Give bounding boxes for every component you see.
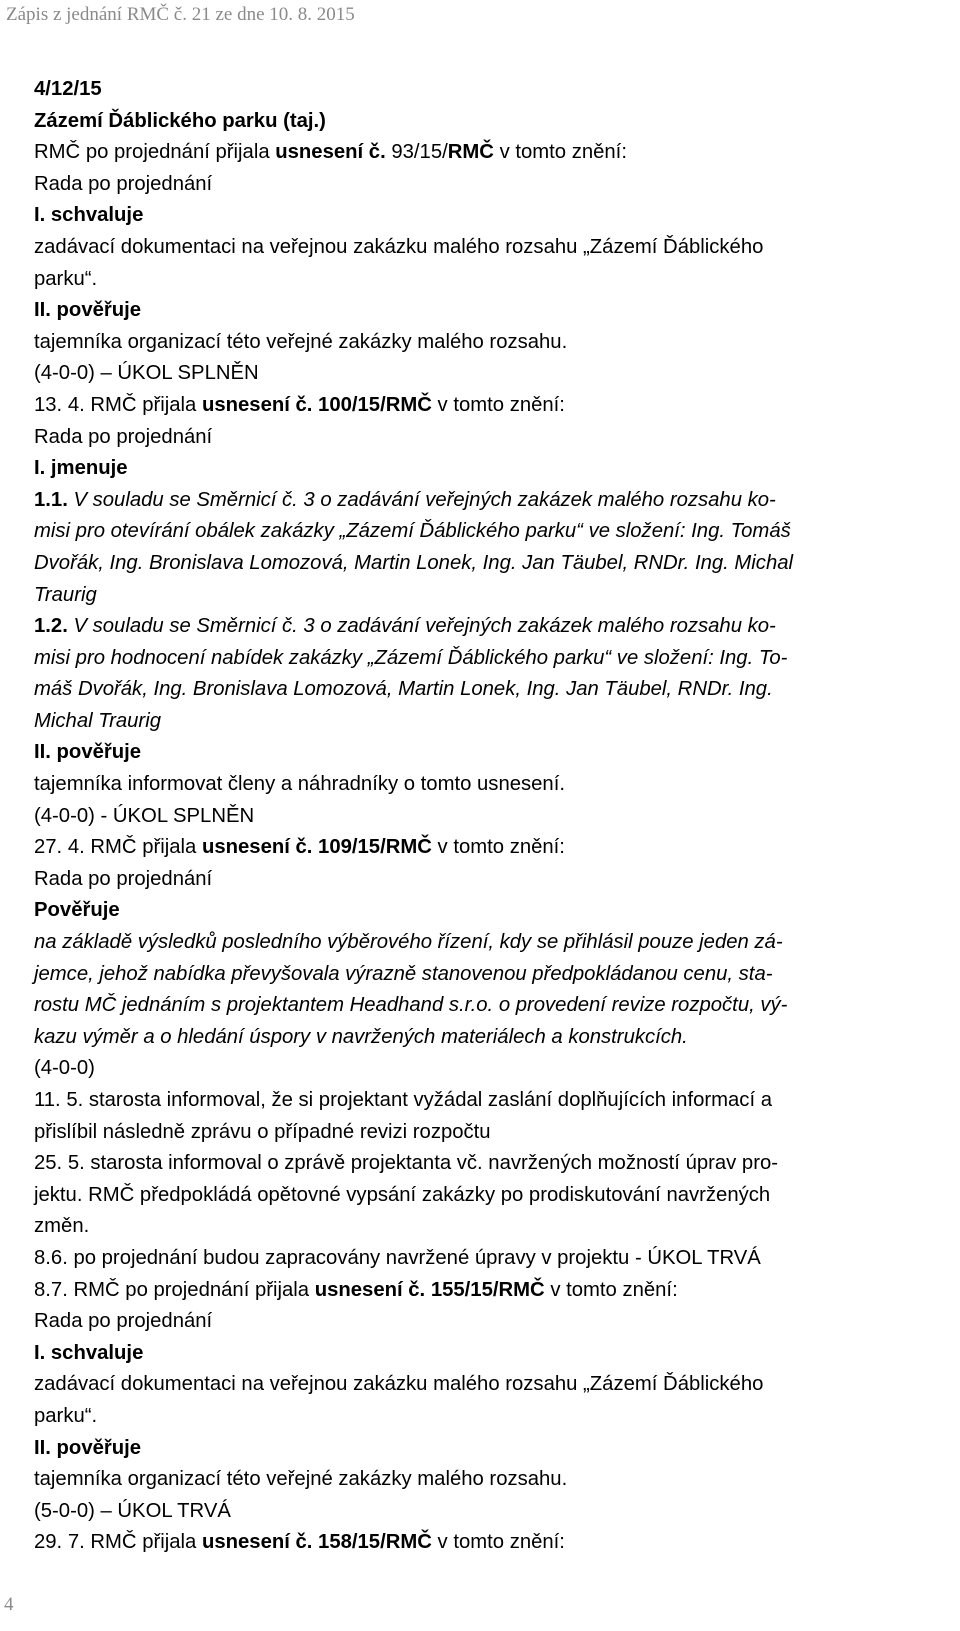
text-segment: 155/15/	[425, 1278, 499, 1301]
text-line	[34, 1369, 934, 1401]
text-segment: v tomto znění:	[431, 1531, 565, 1554]
text-segment: II. pověřuje	[34, 741, 142, 764]
text-segment: misi pro otevírání obálek zakázky „Zázemí Ďáblického parku“ ve složení: Ing. Tomáš	[34, 520, 791, 543]
text-segment: parku“.	[34, 267, 98, 290]
text-line	[34, 737, 934, 769]
text-segment: rostu MČ jednáním s projektantem Headhand s.r.o. o provedení revize rozpočtu, vý-	[34, 994, 788, 1017]
text-segment: v tomto znění:	[544, 1278, 678, 1301]
document-body	[34, 74, 934, 1559]
text-line	[34, 137, 934, 169]
text-line	[34, 832, 934, 864]
text-segment: usnesení č.	[201, 1531, 313, 1554]
text-segment: v tomto znění:	[493, 141, 627, 164]
text-segment: RMČ	[385, 836, 432, 859]
text-segment: Traurig	[34, 583, 97, 606]
text-line	[34, 1464, 934, 1496]
text-line	[34, 1306, 934, 1338]
text-line	[34, 706, 934, 738]
text-line	[34, 801, 934, 833]
text-line	[34, 674, 934, 706]
text-segment: RMČ po projednání přijala	[34, 141, 276, 164]
text-line	[34, 895, 934, 927]
text-segment: 8.7. RMČ po projednání přijala	[34, 1278, 315, 1301]
text-segment: RMČ	[385, 1531, 432, 1554]
text-segment: máš Dvořák, Ing. Bronislava Lomozová, Martin Lonek, Ing. Jan Täubel, RNDr. Ing.	[34, 678, 773, 701]
text-line	[34, 1496, 934, 1528]
text-line	[34, 1401, 934, 1433]
text-segment: 11. 5. starosta informoval, že si projektant vyžádal zaslání doplňujících informací a	[34, 1089, 772, 1111]
text-line	[34, 485, 934, 517]
text-segment: 27. 4. RMČ přijala	[34, 836, 202, 859]
text-line	[34, 1022, 934, 1054]
text-segment: Dvořák, Ing. Bronislava Lomozová, Martin Lonek, Ing. Jan Täubel, RNDr. Ing. Michal	[34, 551, 794, 574]
text-segment: parku“.	[34, 1404, 98, 1427]
text-segment: usnesení č.	[201, 393, 313, 416]
text-line	[34, 390, 934, 422]
text-segment: RMČ	[385, 393, 432, 416]
text-segment: I. schvaluje	[34, 1341, 144, 1364]
text-segment: 1.1.	[34, 488, 68, 511]
text-line	[34, 295, 934, 327]
text-segment: II. pověřuje	[34, 299, 142, 322]
text-segment: kazu výměr a o hledání úspory v navržených materiálech a konstrukcích.	[34, 1025, 688, 1048]
text-segment: (4-0-0) – ÚKOL SPLNĚN	[34, 362, 259, 385]
text-line	[34, 358, 934, 390]
text-segment: RMČ	[447, 141, 494, 164]
text-segment: II. pověřuje	[34, 1436, 142, 1459]
text-line	[34, 232, 934, 264]
text-line	[34, 422, 934, 454]
text-segment: usnesení č.	[201, 836, 313, 859]
text-line	[34, 1211, 934, 1243]
text-segment: Rada po projednání	[34, 425, 213, 448]
text-line	[34, 611, 934, 643]
text-segment: Pověřuje	[34, 899, 120, 922]
text-line	[34, 548, 934, 580]
text-line	[34, 580, 934, 612]
text-line	[34, 1338, 934, 1370]
text-line	[34, 864, 934, 896]
text-line	[34, 927, 934, 959]
text-segment: 29. 7. RMČ přijala	[34, 1531, 202, 1554]
text-segment: I. schvaluje	[34, 204, 144, 227]
text-segment: 8.6. po projednání budou zapracovány navržené úpravy v projektu - ÚKOL TRVÁ	[34, 1246, 761, 1269]
text-segment: v tomto znění:	[431, 393, 565, 416]
text-segment: 25. 5. starosta informoval o zprávě projektanta vč. navržených možností úprav pro-	[34, 1152, 778, 1175]
text-segment: Rada po projednání	[34, 1310, 213, 1333]
text-segment: na základě výsledků posledního výběrového řízení, kdy se přihlásil pouze jeden zá-	[34, 931, 783, 954]
text-segment: usnesení č.	[314, 1278, 426, 1301]
text-segment: jektu. RMČ předpokládá opětovné vypsání zakázky po prodiskutování navržených	[34, 1183, 771, 1206]
text-segment: V souladu se Směrnicí č. 3 o zadávání veřejných zakázek malého rozsahu ko-	[67, 488, 776, 511]
text-segment: změn.	[34, 1215, 90, 1238]
text-segment: I. jmenuje	[34, 457, 128, 480]
text-segment: 100/15/	[312, 393, 386, 416]
text-segment: V souladu se Směrnicí č. 3 o zadávání veřejných zakázek malého rozsahu ko-	[67, 615, 776, 638]
text-line	[34, 1053, 934, 1085]
text-line	[34, 1275, 934, 1307]
text-line	[34, 1180, 934, 1212]
text-segment: Rada po projednání	[34, 867, 213, 890]
text-segment: Rada po projednání	[34, 172, 213, 195]
text-line	[34, 453, 934, 485]
text-segment: 109/15/	[312, 836, 386, 859]
text-segment: (4-0-0) - ÚKOL SPLNĚN	[34, 804, 255, 827]
text-line	[34, 327, 934, 359]
text-line	[34, 74, 934, 106]
text-line	[34, 169, 934, 201]
text-segment: zadávací dokumentaci na veřejnou zakázku malého rozsahu „Zázemí Ďáblického	[34, 235, 764, 258]
text-line	[34, 264, 934, 296]
text-segment: 13. 4. RMČ přijala	[34, 393, 202, 416]
text-segment: Zázemí Ďáblického parku (taj.)	[34, 109, 326, 132]
text-segment: tajemníka organizací této veřejné zakázky malého rozsahu.	[34, 1468, 568, 1491]
text-line	[34, 1148, 934, 1180]
text-line	[34, 200, 934, 232]
text-segment: přislíbil následně zprávu o případné revizi rozpočtu	[34, 1120, 491, 1143]
text-segment: tajemníka organizací této veřejné zakázky malého rozsahu.	[34, 330, 568, 353]
text-line	[34, 1117, 934, 1149]
text-line	[34, 769, 934, 801]
text-segment: usnesení č.	[275, 141, 386, 164]
text-line	[34, 106, 934, 138]
text-line	[34, 1527, 934, 1559]
text-line	[34, 1085, 934, 1117]
text-segment: zadávací dokumentaci na veřejnou zakázku malého rozsahu „Zázemí Ďáblického	[34, 1373, 764, 1396]
text-segment: (4-0-0)	[34, 1057, 95, 1080]
text-line	[34, 990, 934, 1022]
text-segment: misi pro hodnocení nabídek zakázky „Zázemí Ďáblického parku“ ve složení: Ing. To-	[34, 646, 788, 669]
text-segment: 158/15/	[312, 1531, 386, 1554]
text-line	[34, 516, 934, 548]
text-segment: jemce, jehož nabídka převyšovala výrazně stanovenou předpokládanou cenu, sta-	[34, 962, 773, 985]
text-segment: v tomto znění:	[431, 836, 565, 859]
text-segment: RMČ	[498, 1278, 545, 1301]
text-line	[34, 643, 934, 675]
page-number: 4	[4, 1594, 14, 1615]
text-segment: 4/12/15	[34, 78, 102, 100]
running-header: Zápis z jednání RMČ č. 21 ze dne 10. 8. 2015	[6, 4, 355, 25]
text-line	[34, 1243, 934, 1275]
text-segment: 93/15/	[385, 141, 448, 164]
text-segment: 1.2.	[34, 615, 68, 638]
text-segment: tajemníka informovat členy a náhradníky o tomto usnesení.	[34, 773, 565, 796]
text-segment: Michal Traurig	[34, 709, 161, 732]
text-line	[34, 959, 934, 991]
text-segment: (5-0-0) – ÚKOL TRVÁ	[34, 1499, 231, 1522]
text-line	[34, 1433, 934, 1465]
